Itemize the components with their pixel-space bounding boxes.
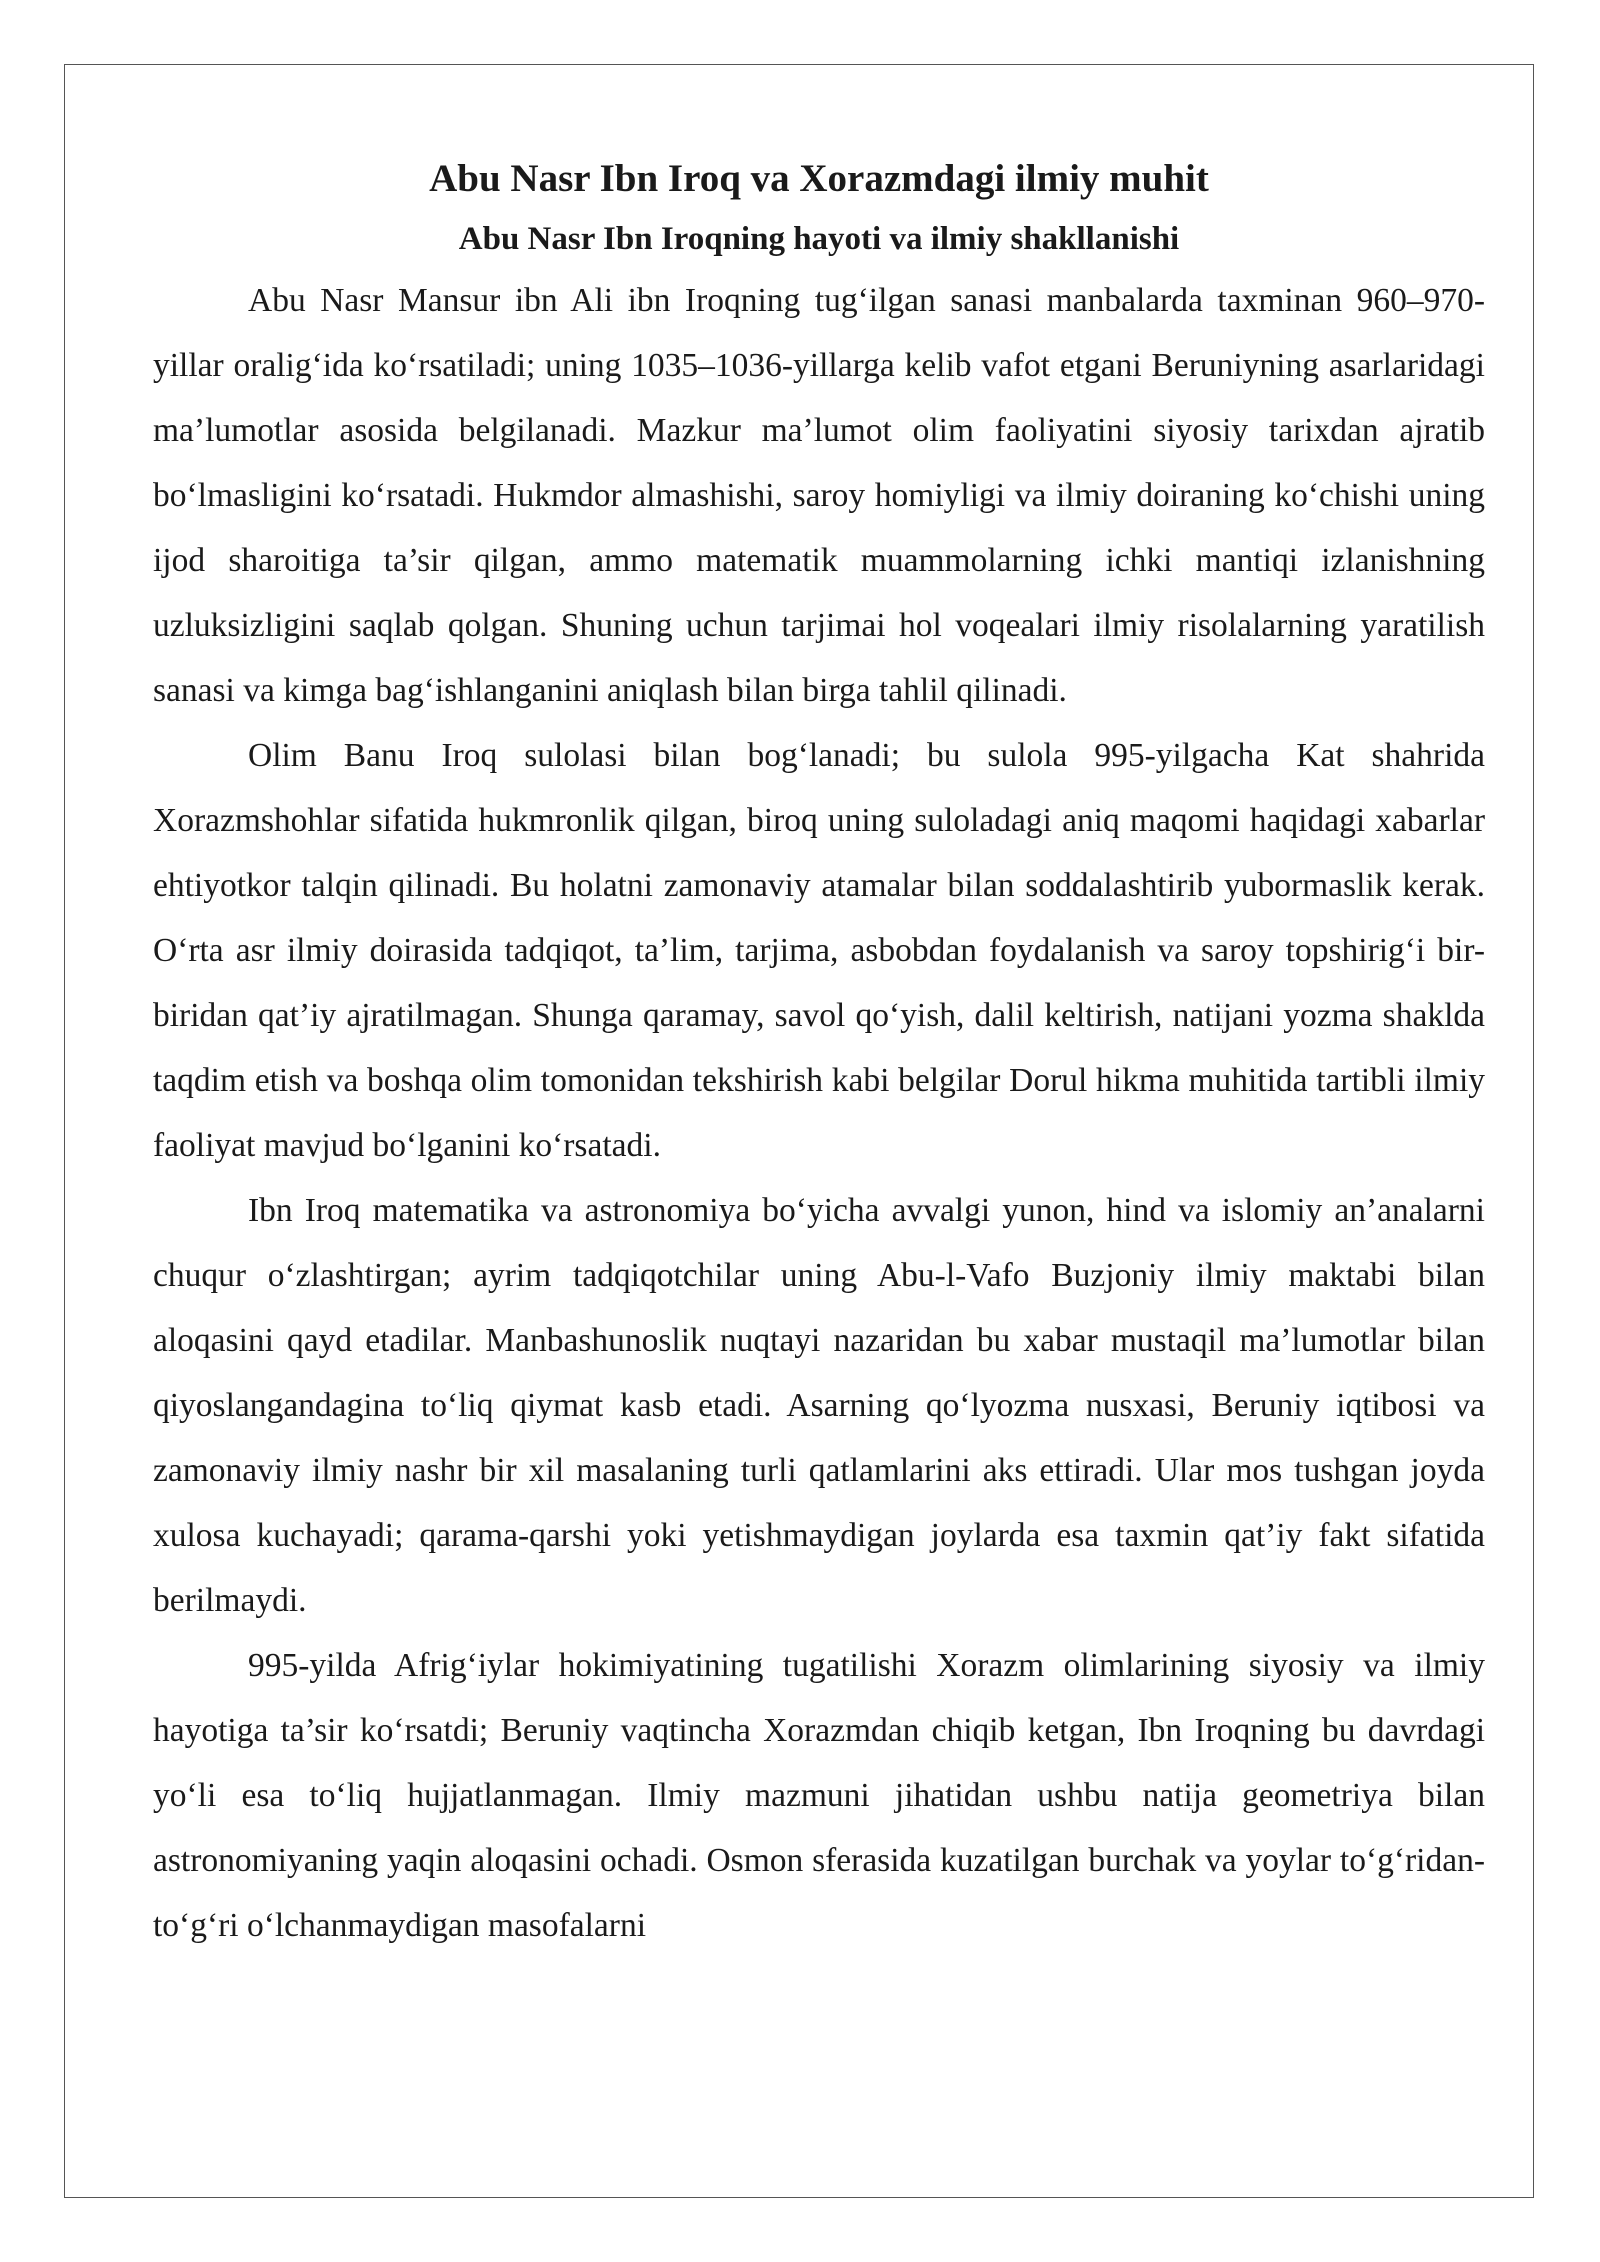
paragraph-1: Abu Nasr Mansur ibn Ali ibn Iroqning tug‘ilgan sanasi manbalarda taxminan 960–970-yillar oralig‘ida ko‘rsatiladi; uning 1035–1036-yillarga kelib vafot etgani Beruniyning asarlaridagi ma’lumotlar asosida belgilanadi. Mazkur ma’lumot olim faoliyatini siyosiy tarixdan ajratib bo‘lmasligini ko‘rsatadi. Hukmdor almashishi, saroy homiyligi va ilmiy doiraning ko‘chishi uning ijod sharoitiga ta’sir qilgan, ammo matematik muammolarning ichki mantiqi izlanishning uzluksizligini saqlab qolgan. Shuning uchun tarjimai hol voqealari ilmiy risolalarning yaratilish sanasi va kimga bag‘ishlanganini aniqlash bilan birga tahlil qilinadi. [153,282,1485,709]
document-body [153,150,1485,1958]
paragraph-4: 995-yilda Afrig‘iylar hokimiyatining tugatilishi Xorazm olimlarining siyosiy va ilmiy hayotiga ta’sir ko‘rsatdi; Beruniy vaqtincha Xorazmdan chiqib ketgan, Ibn Iroqning bu davrdagi yo‘li esa to‘liq hujjatlanmagan. Ilmiy mazmuni jihatidan ushbu natija geometriya bilan astronomiyaning yaqin aloqasini ochadi. Osmon sferasida kuzatilgan burchak va yoylar to‘g‘ridan-to‘g‘ri o‘lchanmaydigan masofalarni [153,1647,1485,1944]
paragraph-2: Olim Banu Iroq sulolasi bilan bog‘lanadi; bu sulola 995-yilgacha Kat shahrida Xorazmshohlar sifatida hukmronlik qilgan, biroq uning suloladagi aniq maqomi haqidagi xabarlar ehtiyotkor talqin qilinadi. Bu holatni zamonaviy atamalar bilan soddalashtirib yubormaslik kerak. O‘rta asr ilmiy doirasida tadqiqot, ta’lim, tarjima, asbobdan foydalanish va saroy topshirig‘i bir-biridan qat’iy ajratilmagan. Shunga qaramay, savol qo‘yish, dalil keltirish, natijani yozma shaklda taqdim etish va boshqa olim tomonidan tekshirish kabi belgilar Dorul hikma muhitida tartibli ilmiy faoliyat mavjud bo‘lganini ko‘rsatadi. [153,737,1485,1164]
paragraph-3: Ibn Iroq matematika va astronomiya bo‘yicha avvalgi yunon, hind va islomiy an’analarni chuqur o‘zlashtirgan; ayrim tadqiqotchilar uning Abu-l-Vafo Buzjoniy ilmiy maktabi bilan aloqasini qayd etadilar. Manbashunoslik nuqtayi nazaridan bu xabar mustaqil ma’lumotlar bilan qiyoslangandagina to‘liq qiymat kasb etadi. Asarning qo‘lyozma nusxasi, Beruniy iqtibosi va zamonaviy ilmiy nashr bir xil masalaning turli qatlamlarini aks ettiradi. Ular mos tushgan joyda xulosa kuchayadi; qarama-qarshi yoki yetishmaydigan joylarda esa taxmin qat’iy fakt sifatida berilmaydi. [153,1192,1485,1619]
section-heading: Abu Nasr Ibn Iroqning hayoti va ilmiy shakllanishi [458,221,1180,257]
document-title: Abu Nasr Ibn Iroq va Xorazmdagi ilmiy muhit [429,157,1209,200]
